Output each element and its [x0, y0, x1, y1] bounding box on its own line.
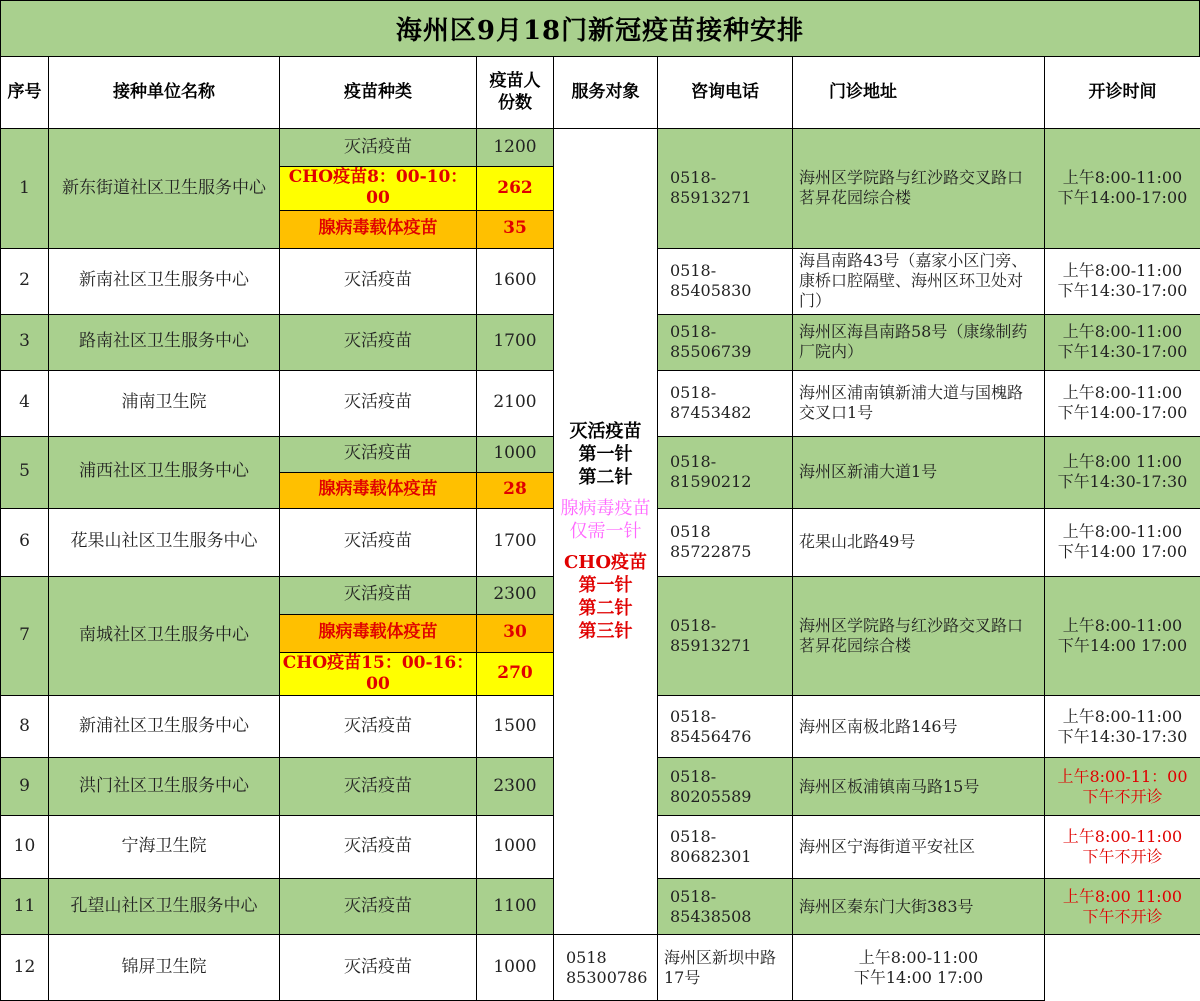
hours-morning: 上午8:00-11:00 — [859, 948, 978, 967]
cell-no: 3 — [1, 314, 49, 370]
cell-vaccine-count: 2300 — [477, 576, 554, 614]
header-count-line2: 份数 — [498, 93, 532, 113]
cell-unit: 新南社区卫生服务中心 — [49, 248, 280, 314]
cell-no: 7 — [1, 576, 49, 696]
hours-afternoon: 下午14:30-17:00 — [1058, 342, 1188, 361]
cell-hours — [1045, 314, 1200, 370]
cell-vaccine-type: 灭活疫苗 — [280, 436, 477, 472]
cell-vaccine-type: 腺病毒载体疫苗 — [280, 210, 477, 248]
cell-vaccine-type: CHO疫苗8：00-10：00 — [280, 167, 477, 211]
cell-address: 海州区秦东门大街383号 — [793, 879, 1045, 935]
header-unit: 接种单位名称 — [49, 57, 280, 129]
cell-no: 1 — [1, 129, 49, 249]
cell-vaccine-type: 腺病毒载体疫苗 — [280, 472, 477, 508]
cell-vaccine-count: 1200 — [477, 129, 554, 167]
cell-address: 海州区海昌南路58号（康缘制药厂院内） — [793, 314, 1045, 370]
cell-vaccine-type: 灭活疫苗 — [280, 248, 477, 314]
hours-morning: 上午8:00-11:00 — [1063, 827, 1182, 846]
header-hours: 开诊时间 — [1045, 57, 1200, 129]
cell-vaccine-count: 270 — [477, 652, 554, 696]
cell-vaccine-count: 28 — [477, 472, 554, 508]
cell-hours — [1045, 508, 1200, 576]
cell-vaccine-count: 1000 — [477, 816, 554, 879]
cell-vaccine-type: 灭活疫苗 — [280, 879, 477, 935]
hours-morning: 上午8:00-11:00 — [1063, 322, 1182, 341]
cell-no: 12 — [1, 935, 49, 1001]
cell-phone: 0518-87453482 — [658, 370, 793, 436]
cell-no: 8 — [1, 696, 49, 758]
cell-no: 4 — [1, 370, 49, 436]
cell-no: 5 — [1, 436, 49, 508]
cell-no: 11 — [1, 879, 49, 935]
page-title: 海州区9月18门新冠疫苗接种安排 — [0, 0, 1200, 57]
cell-vaccine-count: 35 — [477, 210, 554, 248]
cell-hours — [1045, 696, 1200, 758]
hours-morning: 上午8:00-11:00 — [1063, 168, 1182, 187]
hours-morning: 上午8:00-11:00 — [1063, 616, 1182, 635]
cell-no: 2 — [1, 248, 49, 314]
cell-phone: 0518-85456476 — [658, 696, 793, 758]
service-group-inactivated: 灭活疫苗 第一针 第二针 — [554, 420, 657, 489]
cell-vaccine-type: CHO疫苗15：00-16：00 — [280, 652, 477, 696]
cell-vaccine-type: 灭活疫苗 — [280, 129, 477, 167]
cell-vaccine-count: 1700 — [477, 508, 554, 576]
hours-morning: 上午8:00-11:00 — [1063, 383, 1182, 402]
hours-afternoon: 下午14:00 17:00 — [1058, 542, 1187, 561]
hours-afternoon: 下午14:00 17:00 — [854, 968, 983, 987]
cell-no: 6 — [1, 508, 49, 576]
cell-vaccine-type: 灭活疫苗 — [280, 758, 477, 816]
hours-afternoon: 下午14:00 17:00 — [1058, 636, 1187, 655]
cell-phone: 0518 85722875 — [658, 508, 793, 576]
cell-phone: 0518-85913271 — [658, 576, 793, 696]
hours-afternoon: 下午14:30-17:30 — [1058, 727, 1188, 746]
cell-vaccine-type: 灭活疫苗 — [280, 314, 477, 370]
cell-hours — [1045, 816, 1200, 879]
schedule-table — [0, 56, 1200, 1001]
cell-service-target — [554, 129, 658, 935]
header-phone: 咨询电话 — [658, 57, 793, 129]
cell-vaccine-type: 灭活疫苗 — [280, 696, 477, 758]
cell-vaccine-type: 灭活疫苗 — [280, 576, 477, 614]
cell-vaccine-count: 2100 — [477, 370, 554, 436]
cell-phone: 0518-85405830 — [658, 248, 793, 314]
cell-address: 海州区学院路与红沙路交叉路口茗昇花园综合楼 — [793, 576, 1045, 696]
cell-phone: 0518-85506739 — [658, 314, 793, 370]
cell-unit: 孔望山社区卫生服务中心 — [49, 879, 280, 935]
cell-phone: 0518-85913271 — [658, 129, 793, 249]
cell-unit: 花果山社区卫生服务中心 — [49, 508, 280, 576]
cell-unit: 新浦社区卫生服务中心 — [49, 696, 280, 758]
cell-address: 海州区板浦镇南马路15号 — [793, 758, 1045, 816]
cell-vaccine-count: 1000 — [477, 935, 554, 1001]
hours-afternoon: 下午不开诊 — [1082, 787, 1162, 806]
header-count-line1: 疫苗人 — [490, 71, 541, 91]
cell-vaccine-count: 1600 — [477, 248, 554, 314]
table-row — [1, 129, 1200, 167]
cell-address: 海州区浦南镇新浦大道与国槐路交叉口1号 — [793, 370, 1045, 436]
cell-unit: 锦屏卫生院 — [49, 935, 280, 1001]
header-no: 序号 — [1, 57, 49, 129]
hours-morning: 上午8:00 11:00 — [1063, 452, 1182, 471]
hours-morning: 上午8:00 11:00 — [1063, 887, 1182, 906]
cell-hours — [1045, 370, 1200, 436]
cell-phone: 0518-80205589 — [658, 758, 793, 816]
cell-hours — [1045, 576, 1200, 696]
service-group-cho: CHO疫苗 第一针 第二针 第三针 — [554, 551, 657, 643]
cell-unit: 路南社区卫生服务中心 — [49, 314, 280, 370]
cell-vaccine-type: 腺病毒载体疫苗 — [280, 614, 477, 652]
cell-address: 海州区南极北路146号 — [793, 696, 1045, 758]
header-count — [477, 57, 554, 129]
cell-address: 海州区新浦大道1号 — [793, 436, 1045, 508]
hours-afternoon: 下午不开诊 — [1082, 907, 1162, 926]
cell-address: 花果山北路49号 — [793, 508, 1045, 576]
cell-unit: 浦西社区卫生服务中心 — [49, 436, 280, 508]
service-group-adenovirus: 腺病毒疫苗 仅需一针 — [554, 497, 657, 543]
cell-unit: 南城社区卫生服务中心 — [49, 576, 280, 696]
cell-phone: 0518 85300786 — [554, 935, 658, 1001]
cell-no: 10 — [1, 816, 49, 879]
hours-morning: 上午8:00-11:00 — [1063, 261, 1182, 280]
cell-vaccine-type: 灭活疫苗 — [280, 370, 477, 436]
cell-vaccine-count: 30 — [477, 614, 554, 652]
cell-phone: 0518-80682301 — [658, 816, 793, 879]
cell-unit: 浦南卫生院 — [49, 370, 280, 436]
cell-phone: 0518-85438508 — [658, 879, 793, 935]
cell-unit: 洪门社区卫生服务中心 — [49, 758, 280, 816]
cell-address: 海州区宁海街道平安社区 — [793, 816, 1045, 879]
cell-hours — [1045, 129, 1200, 249]
cell-address: 海州区新坝中路17号 — [658, 935, 793, 1001]
cell-vaccine-count: 1700 — [477, 314, 554, 370]
cell-hours — [793, 935, 1045, 1001]
hours-morning: 上午8:00-11:00 — [1063, 522, 1182, 541]
cell-no: 9 — [1, 758, 49, 816]
table-body — [1, 129, 1200, 1001]
cell-vaccine-type: 灭活疫苗 — [280, 935, 477, 1001]
cell-vaccine-count: 262 — [477, 167, 554, 211]
cell-vaccine-type: 灭活疫苗 — [280, 508, 477, 576]
cell-vaccine-count: 1000 — [477, 436, 554, 472]
cell-vaccine-count: 1100 — [477, 879, 554, 935]
cell-vaccine-type: 灭活疫苗 — [280, 816, 477, 879]
cell-hours — [1045, 436, 1200, 508]
cell-address: 海州区学院路与红沙路交叉路口茗昇花园综合楼 — [793, 129, 1045, 249]
cell-unit: 宁海卫生院 — [49, 816, 280, 879]
header-vaccine: 疫苗种类 — [280, 57, 477, 129]
cell-hours — [1045, 248, 1200, 314]
cell-hours — [1045, 879, 1200, 935]
cell-unit: 新东街道社区卫生服务中心 — [49, 129, 280, 249]
cell-vaccine-count: 2300 — [477, 758, 554, 816]
hours-afternoon: 下午14:30-17:30 — [1058, 472, 1188, 491]
table-row — [1, 935, 1200, 1001]
hours-afternoon: 下午14:00-17:00 — [1058, 188, 1188, 207]
cell-address: 海昌南路43号（嘉家小区门旁、康桥口腔隔壁、海州区环卫处对门） — [793, 248, 1045, 314]
hours-morning: 上午8:00-11：00 — [1057, 767, 1187, 786]
cell-vaccine-count: 1500 — [477, 696, 554, 758]
header-service: 服务对象 — [554, 57, 658, 129]
header-row — [1, 57, 1200, 129]
hours-afternoon: 下午14:00-17:00 — [1058, 403, 1188, 422]
hours-afternoon: 下午14:30-17:00 — [1058, 281, 1188, 300]
cell-hours — [1045, 758, 1200, 816]
hours-afternoon: 下午不开诊 — [1082, 847, 1162, 866]
header-address: 门诊地址 — [793, 57, 1045, 129]
cell-phone: 0518-81590212 — [658, 436, 793, 508]
hours-morning: 上午8:00-11:00 — [1063, 707, 1182, 726]
